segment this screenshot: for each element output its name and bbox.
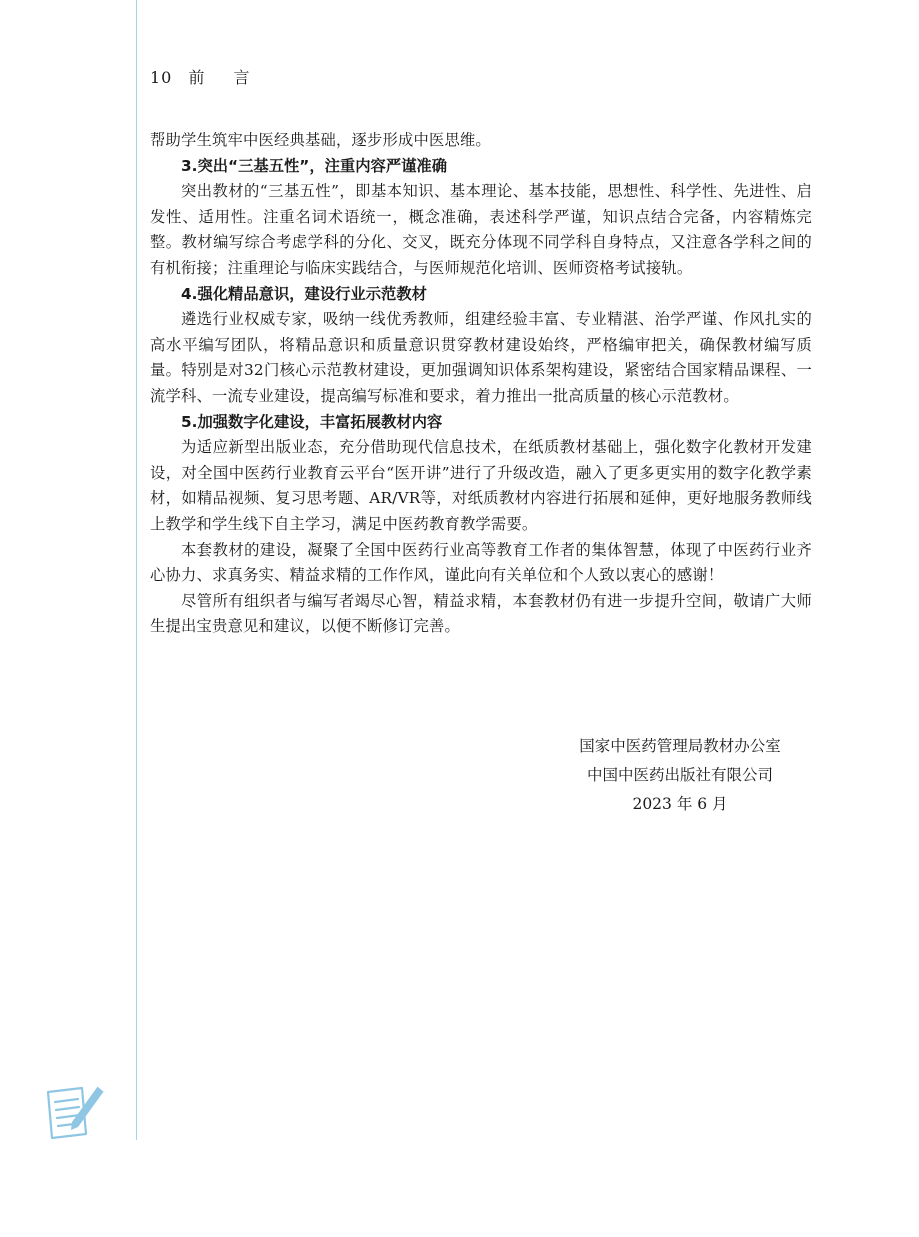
section-heading: 5.加强数字化建设，丰富拓展教材内容 — [181, 412, 443, 431]
paragraph: 遴选行业权威专家，吸纳一线优秀教师，组建经验丰富、专业精湛、治学严谨、作风扎实的高水平编写团队，将精品意识和质量意识贯穿教材建设始终，严格编审把关，确保教材编写质量。特别是对32门核心示范教材建设，更加强调知识体系架构建设，紧密结合国家精品课程、一流学科、一流专业建设，提高编写标准和要求，着力推出一批高质量的核心示范教材。 — [150, 310, 812, 405]
signature-date: 2023 年 6 月 — [632, 795, 728, 813]
running-header — [150, 68, 262, 88]
body-text — [150, 128, 812, 640]
section-title: 前 言 — [188, 68, 262, 87]
notepad-pencil-icon — [42, 1078, 108, 1144]
margin-rule — [136, 0, 137, 1140]
page-number: 10 — [150, 68, 173, 87]
signature-block — [500, 732, 860, 819]
paragraph: 帮助学生筑牢中医经典基础，逐步形成中医思维。 — [150, 131, 491, 149]
paragraph: 本套教材的建设，凝聚了全国中医药行业高等教育工作者的集体智慧，体现了中医药行业齐心协力、求真务实、精益求精的工作作风，谨此向有关单位和个人致以衷心的感谢！ — [150, 540, 812, 585]
section-heading: 3.突出“三基五性”，注重内容严谨准确 — [181, 156, 448, 175]
paragraph: 突出教材的“三基五性”，即基本知识、基本理论、基本技能，思想性、科学性、先进性、启发性、适用性。注重名词术语统一，概念准确，表述科学严谨，知识点结合完备，内容精炼完整。教材编写综合考虑学科的分化、交叉，既充分体现不同学科自身特点，又注意各学科之间的有机衔接；注重理论与临床实践结合，与医师规范化培训、医师资格考试接轨。 — [150, 182, 812, 277]
paragraph: 为适应新型出版业态，充分借助现代信息技术，在纸质教材基础上，强化数字化教材开发建设，对全国中医药行业教育云平台“医开讲”进行了升级改造，融入了更多更实用的数字化教学素材，如精品视频、复习思考题、AR/VR等，对纸质教材内容进行拓展和延伸，更好地服务教师线上教学和学生线下自主学习，满足中医药教育教学需要。 — [150, 438, 812, 533]
signature-org: 国家中医药管理局教材办公室 — [579, 737, 781, 755]
paragraph: 尽管所有组织者与编写者竭尽心智，精益求精，本套教材仍有进一步提升空间，敬请广大师生提出宝贵意见和建议，以便不断修订完善。 — [150, 591, 812, 636]
section-heading: 4.强化精品意识，建设行业示范教材 — [181, 284, 427, 303]
signature-org: 中国中医药出版社有限公司 — [586, 766, 773, 784]
